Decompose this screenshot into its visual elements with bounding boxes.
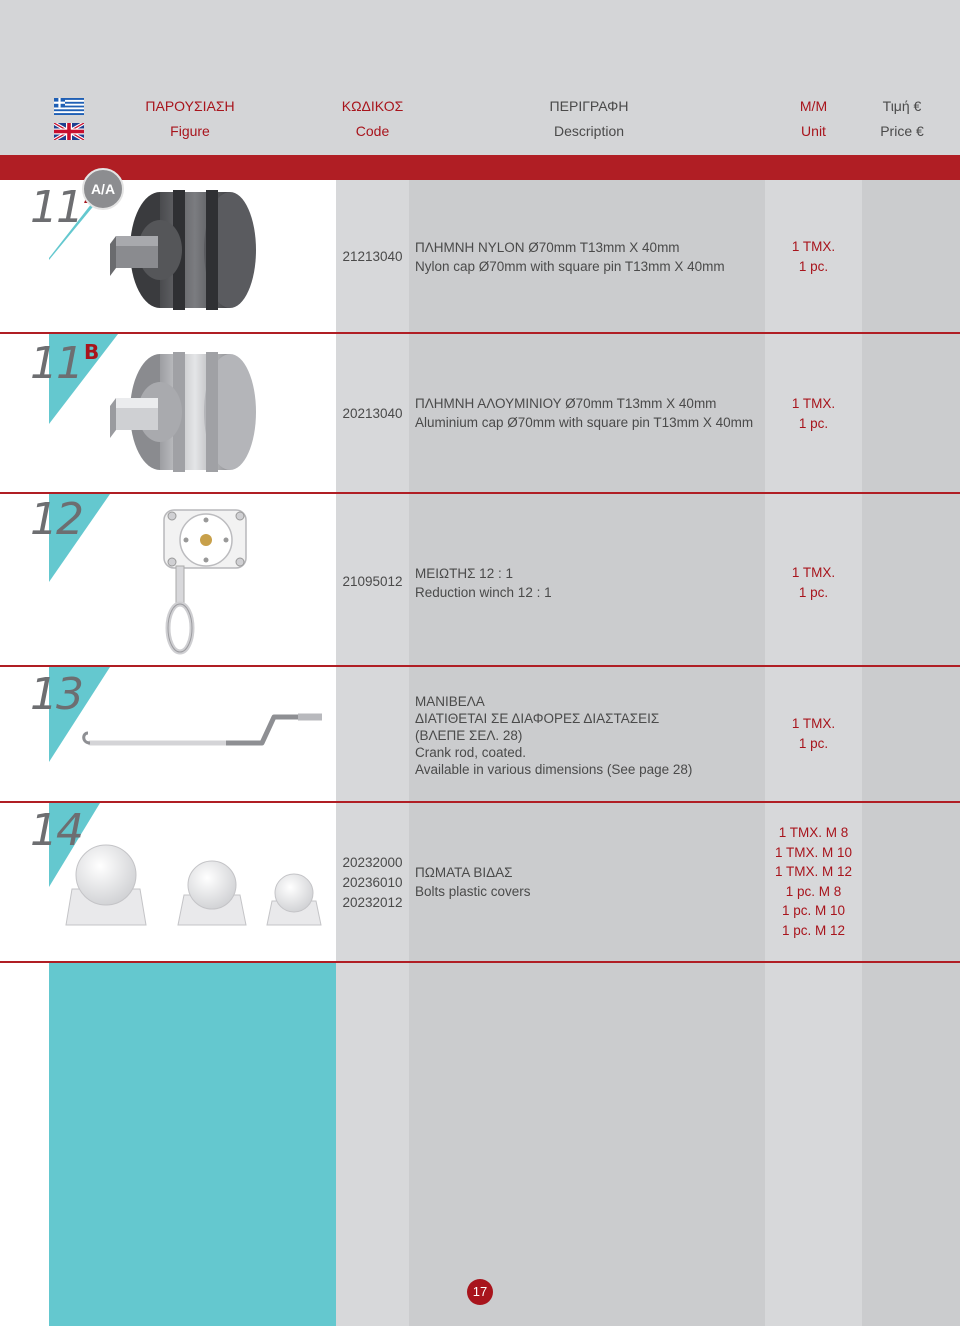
unit-line: 1 TMX. (791, 239, 836, 254)
header-figure-en: Figure (170, 123, 210, 139)
header-code-en: Code (355, 123, 390, 139)
table-row (0, 334, 960, 493)
uk-flag-icon (54, 123, 84, 140)
unit-line: 1 pc. (798, 585, 829, 600)
header-unit-gr: Μ/Μ (799, 98, 828, 114)
row-ref-main: 14 (30, 805, 82, 856)
table-row (0, 667, 960, 802)
product-code: 21213040 (342, 249, 403, 264)
row-ref-number (30, 494, 82, 545)
unit-line: 1 TMX. (791, 396, 836, 411)
row-code-cell (336, 404, 409, 424)
product-code: 20213040 (342, 406, 403, 421)
row-ref-main: 13 (30, 669, 82, 720)
row-description-cell (415, 863, 760, 901)
product-code: 21095012 (342, 574, 403, 589)
row-description-cell (415, 394, 760, 432)
table-header (0, 0, 960, 155)
table-row (0, 180, 960, 333)
description-line: ΜΕΙΩΤΗΣ 12 : 1 (415, 566, 513, 581)
row-unit-cell (765, 237, 862, 277)
aa-badge: A/A (82, 168, 124, 210)
row-unit-cell (765, 394, 862, 434)
unit-line: 1 pc. (798, 416, 829, 431)
table-row (0, 494, 960, 665)
table-row (0, 803, 960, 962)
description-line: ΠΛΗΜΝΗ NYLON Ø70mm T13mm X 40mm (415, 240, 680, 255)
row-ref-main: 11 (30, 338, 82, 389)
bolt-covers-image (64, 833, 329, 933)
header-description-en: Description (553, 123, 625, 139)
unit-line: 1 pc. (798, 259, 829, 274)
unit-line: 1 TMX. M 12 (774, 864, 853, 879)
row-ref-main: 11 (30, 182, 82, 233)
header-price-en: Price € (880, 123, 924, 139)
page-number: 17 (467, 1279, 493, 1305)
row-unit-cell (765, 823, 862, 940)
header-description-gr: ΠΕΡΙΓΡΑΦΗ (549, 98, 629, 114)
row-unit-cell (765, 563, 862, 603)
description-line: ΜΑΝΙΒΕΛΑ (415, 694, 485, 709)
row-code-cell (336, 572, 409, 592)
header-figure-gr: ΠΑΡΟΥΣΙΑΣΗ (145, 98, 235, 114)
header-red-bar (0, 155, 960, 180)
row-ref-number (30, 338, 97, 389)
unit-line: 1 TMX. (791, 716, 836, 731)
row-code-cell (336, 247, 409, 267)
unit-line: 1 pc. M 10 (781, 903, 846, 918)
description-line: ΠΩΜΑΤΑ ΒΙΔΑΣ (415, 865, 513, 880)
description-line: (ΒΛΕΠΕ ΣΕΛ. 28) (415, 728, 523, 743)
crank-rod-image (76, 707, 326, 757)
description-line: Nylon cap Ø70mm with square pin T13mm X 40mm (415, 259, 725, 274)
row-description-cell (415, 238, 760, 276)
row-unit-cell (765, 714, 862, 754)
aluminium-cap-image (108, 346, 268, 486)
header-code-gr: ΚΩΔΙΚΟΣ (341, 98, 404, 114)
unit-line: 1 TMX. (791, 565, 836, 580)
nylon-cap-image (108, 188, 268, 328)
unit-line: 1 TMX. M 10 (774, 844, 853, 860)
row-divider (0, 961, 960, 963)
row-ref-main: 12 (30, 494, 82, 545)
header-price-gr: Τιμή € (882, 98, 922, 114)
row-ref-sup: B (84, 340, 98, 364)
row-description-cell (415, 693, 760, 778)
row-ref-number (30, 669, 82, 720)
description-line: Aluminium cap Ø70mm with square pin T13mm X 40mm (415, 415, 754, 430)
row-description-cell (415, 564, 760, 602)
product-code: 20236010 (342, 875, 403, 890)
description-line: Reduction winch 12 : 1 (415, 585, 552, 600)
row-code-cell (336, 853, 409, 913)
product-code: 20232000 (342, 855, 403, 870)
reduction-winch-image (150, 496, 260, 656)
description-line: Available in various dimensions (See page 28) (415, 762, 693, 777)
description-line: Crank rod, coated. (415, 745, 527, 760)
header-unit-en: Unit (801, 123, 826, 139)
description-line: Bolts plastic covers (415, 884, 531, 899)
unit-line: 1 pc. M 12 (781, 922, 846, 938)
product-code: 20232012 (342, 895, 403, 910)
description-line: ΔΙΑΤΙΘΕΤΑΙ ΣΕ ΔΙΑΦΟΡΕΣ ΔΙΑΣΤΑΣΕΙΣ (415, 711, 660, 726)
unit-line: 1 pc. M 8 (785, 883, 842, 899)
unit-line: 1 TMX. M 8 (778, 825, 849, 840)
greek-flag-icon (54, 98, 84, 115)
description-line: ΠΛΗΜΝΗ ΑΛΟΥΜΙΝΙΟΥ Ø70mm T13mm X 40mm (415, 396, 717, 411)
unit-line: 1 pc. (798, 736, 829, 751)
